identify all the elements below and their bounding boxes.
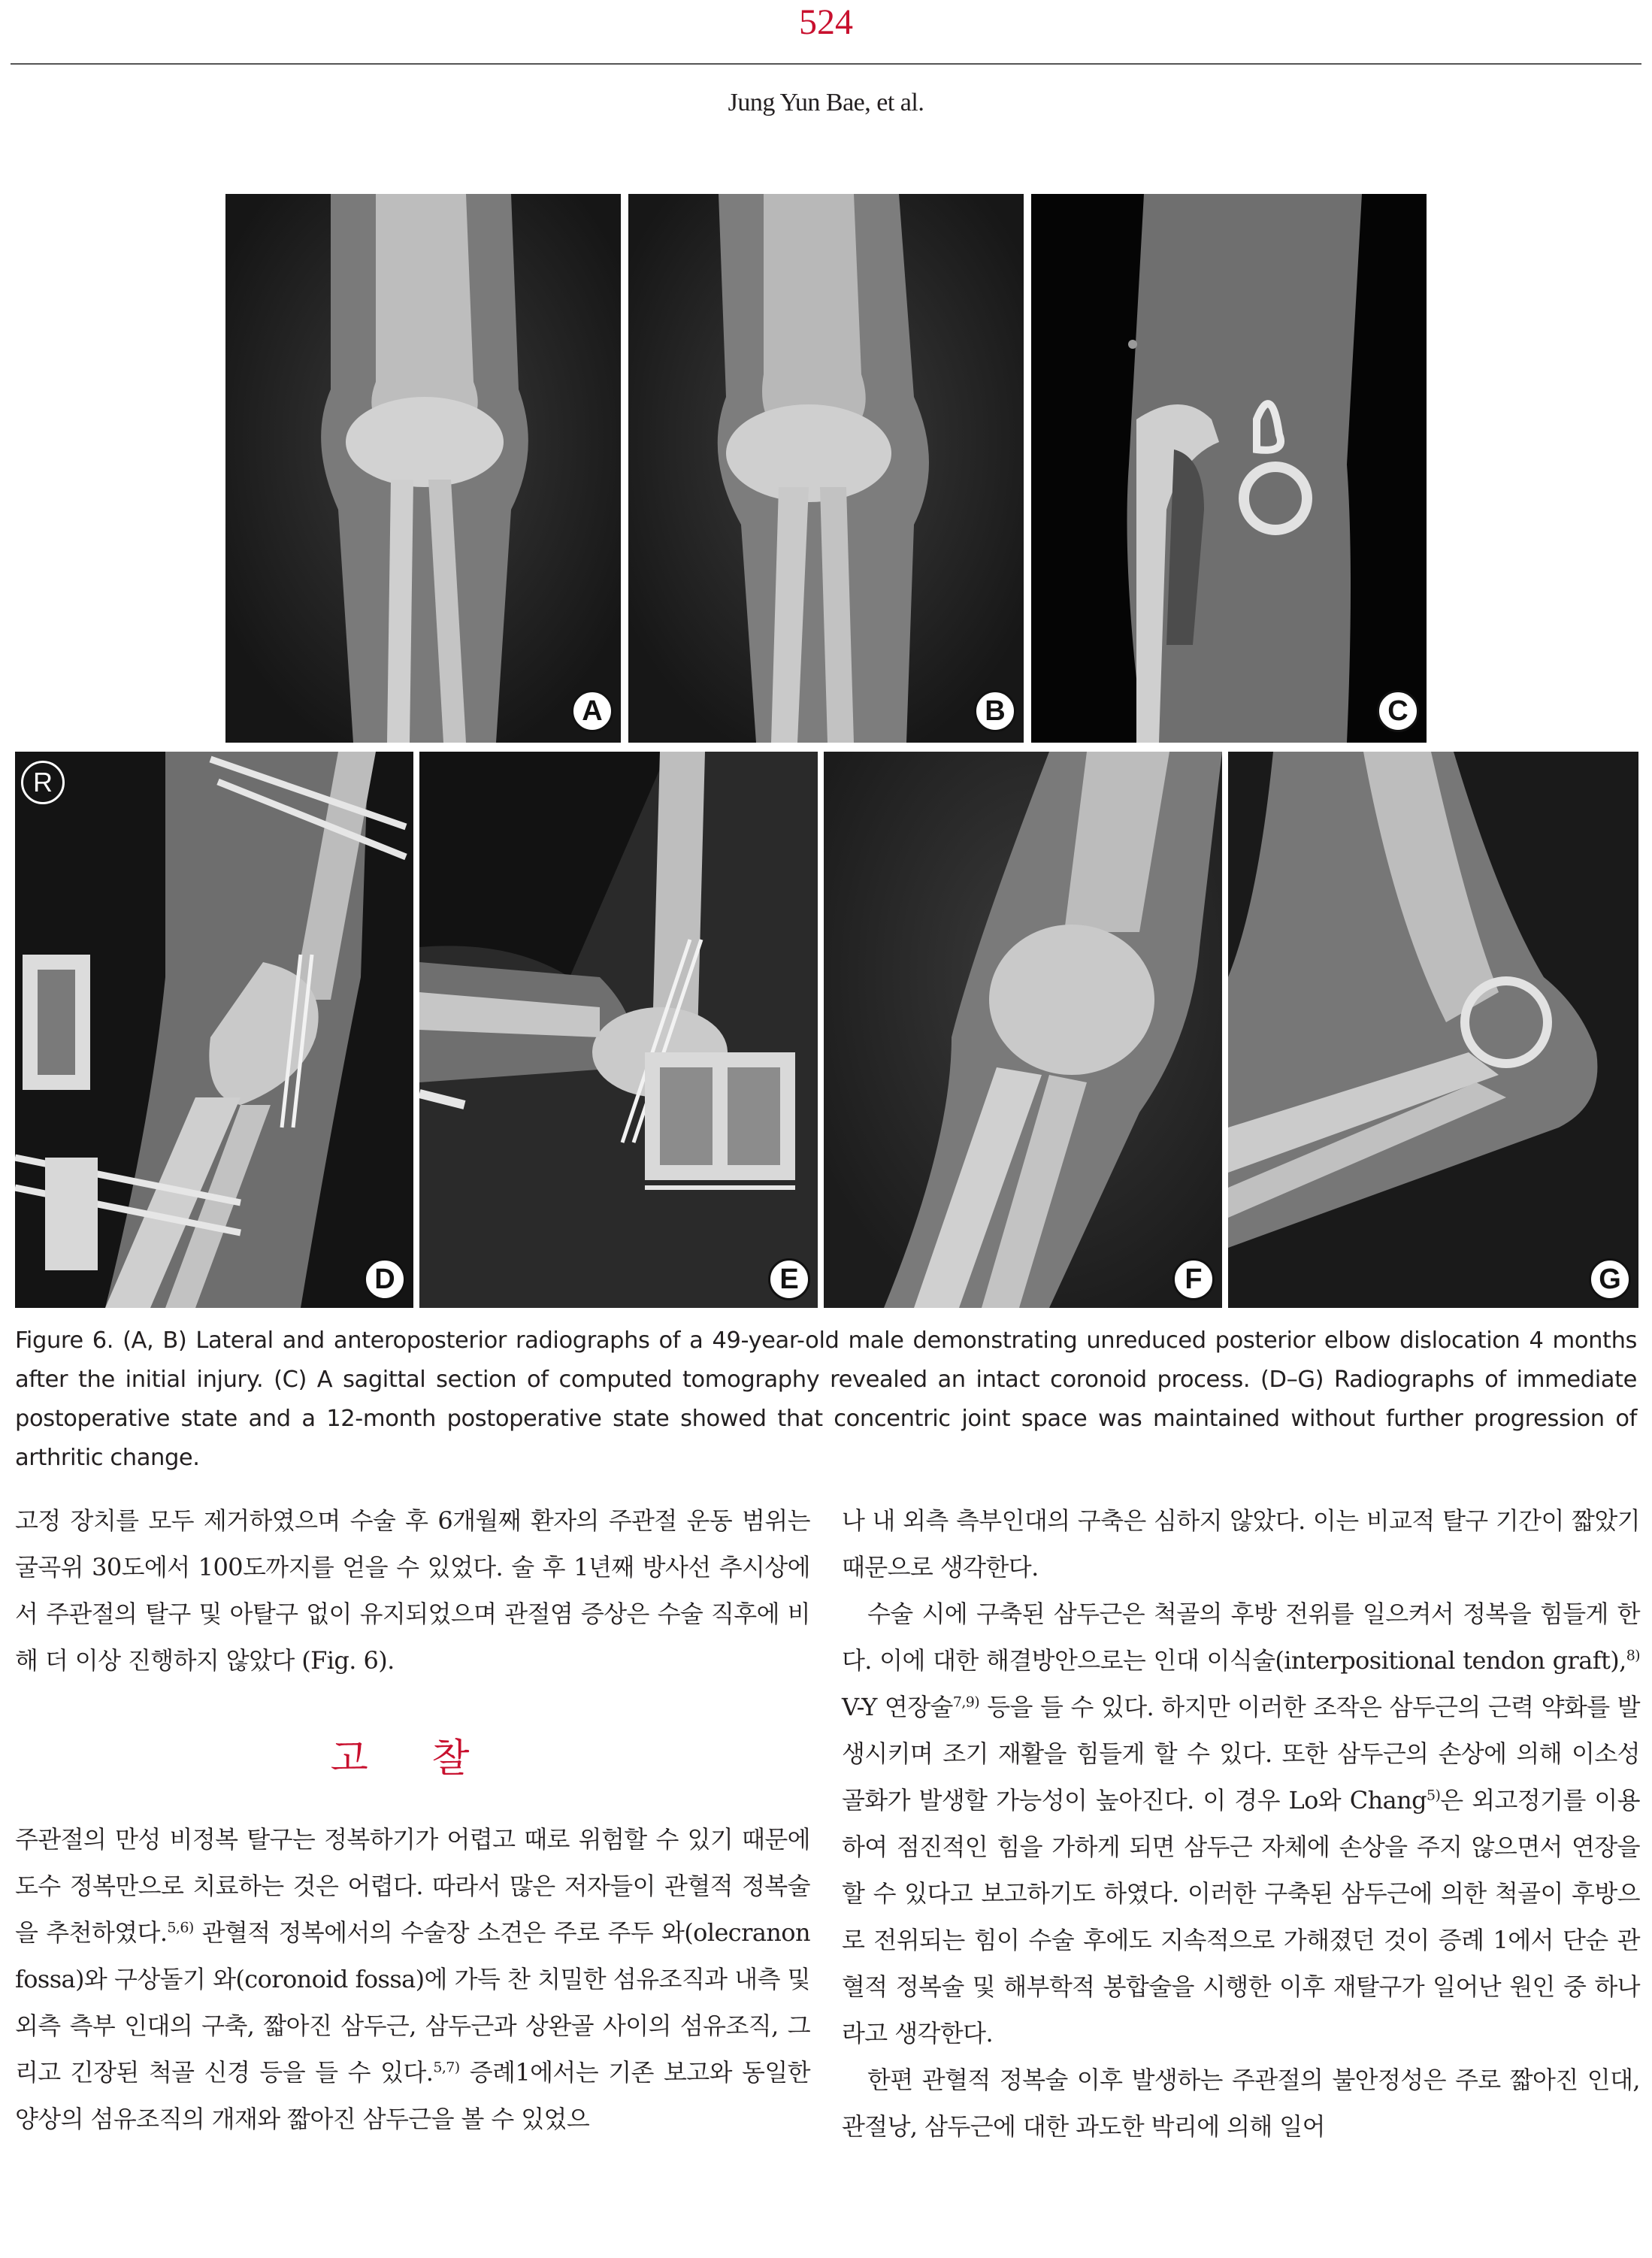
figure-panel-b	[628, 194, 1024, 743]
panel-label-e: E	[768, 1258, 810, 1300]
xray-image-f	[824, 752, 1222, 1308]
xray-image-e	[419, 752, 818, 1308]
citation-ref: 5,7)	[433, 2059, 460, 2076]
body-paragraph: 한편 관혈적 정복술 이후 발생하는 주관절의 불안정성은 주로 짧아진 인대, 관절낭, 삼두근에 대한 과도한 박리에 의해 일어	[842, 2066, 1640, 2141]
citation-ref: 5,6)	[167, 1919, 194, 1936]
running-head: Jung Yun Bae, et al.	[728, 89, 924, 117]
panel-label-d: D	[364, 1258, 406, 1300]
panel-label-c: C	[1377, 690, 1419, 732]
figure-panel-g	[1228, 752, 1638, 1308]
body-column-right	[842, 1497, 1640, 2150]
figure-panel-a	[225, 194, 621, 743]
side-marker: R	[21, 761, 65, 804]
figure-panel-c	[1031, 194, 1427, 743]
body-paragraph: 고정 장치를 모두 제거하였으며 수술 후 6개월째 환자의 주관절 운동 범위는 굴곡위 30도에서 100도까지를 얻을 수 있었다. 술 후 1년째 방사선 추시상에서 주관절의 탈구 및 아탈구 없이 유지되었으며 관절염 증상은 수술 직후에 비해 더 이상 진행하지 않았다 (Fig. 6).	[15, 1506, 810, 1675]
body-paragraph	[15, 1816, 810, 2142]
citation-ref: 5)	[1426, 1787, 1441, 1804]
body-paragraph: 나 내 외측 측부인대의 구축은 심하지 않았다. 이는 비교적 탈구 기간이 짧았기 때문으로 생각한다.	[842, 1506, 1640, 1582]
figure-panel-f	[824, 752, 1222, 1308]
citation-ref: 7,9)	[952, 1694, 980, 1711]
body-text: 은 외고정기를 이용하여 점진적인 힘을 가하게 되면 삼두근 자체에 손상을 주지 않으면서 연장을 할 수 있다고 보고하기도 하였다. 이러한 구축된 삼두근에 의한 척골이 후방으로 전위되는 힘이 수술 후에도 지속적으로 가해졌던 것이 증례 1에서 단순 관혈적 정복술 및 해부학적 봉합술을 시행한 이후 재탈구가 일어난 원인 중 하나라고 생각한다.	[842, 1786, 1640, 2048]
xray-image-a	[225, 194, 621, 743]
body-paragraph	[842, 1591, 1640, 2057]
ct-image-c	[1031, 194, 1427, 743]
panel-label-f: F	[1172, 1258, 1215, 1300]
body-text: 증례1에서는 기존 보고와 동일한 양상의 섬유조직의 개재와 짧아진 삼두근을 볼 수 있었으	[15, 2058, 810, 2133]
panel-label-g: G	[1589, 1258, 1631, 1300]
body-text: 수술 시에 구축된 삼두근은 척골의 후방 전위를 일으켜서 정복을 힘들게 한다. 이에 대한 해결방안으로는 인대 이식술(interpositional tendon graft),	[842, 1600, 1640, 1675]
figure-caption-label: Figure 6.	[15, 1327, 114, 1354]
figure-caption	[15, 1321, 1637, 1478]
section-heading: 고 찰	[330, 1736, 495, 1781]
panel-label-b: B	[974, 690, 1016, 732]
body-text: 관혈적 정복에서의 수술장 소견은 주로 주두 와(olecranon fossa)와 구상돌기 와(coronoid fossa)에 가득 찬 치밀한 섬유조직과 내측 및 외측 측부 인대의 구축, 짧아진 삼두근, 삼두근과 상완골 사이의 섬유조직, 그리고 긴장된 척골 신경 등을 들 수 있다.	[15, 1918, 810, 2087]
citation-ref: 8)	[1626, 1647, 1640, 1664]
figure-panel-d	[15, 752, 413, 1308]
figure-panel-e	[419, 752, 818, 1308]
figure-caption-text: (A, B) Lateral and anteroposterior radiographs of a 49-year-old male demonstrating unreduced posterior elbow dislocation 4 months after the initial injury. (C) A sagittal section of computed tomography revealed an intact coronoid process. (D–G) Radiographs of immediate postoperative state and a 12-month postoperative state showed that concentric joint space was maintained without further progression of arthritic change.	[15, 1327, 1638, 1471]
body-text: 주관절의 만성 비정복 탈구는 정복하기가 어렵고 때로 위험할 수 있기 때문에 도수 정복만으로 치료하는 것은 어렵다. 따라서 많은 저자들이 관혈적 정복술을 추천하였다.	[15, 1825, 810, 1947]
body-column-left	[15, 1497, 810, 2142]
xray-image-b	[628, 194, 1024, 743]
xray-image-g	[1228, 752, 1638, 1308]
panel-label-a: A	[571, 690, 613, 732]
xray-image-d	[15, 752, 413, 1308]
body-text: V-Y 연장술	[842, 1693, 953, 1721]
header-rule	[11, 63, 1641, 65]
body-text: 등을 들 수 있다. 하지만 이러한 조작은 삼두근의 근력 약화를 발생시키며 조기 재활을 힘들게 할 수 있다. 또한 삼두근의 손상에 의해 이소성 골화가 발생할 가능성이 높아진다. 이 경우 Lo와 Chang	[842, 1693, 1640, 1815]
page-number: 524	[799, 2, 853, 42]
